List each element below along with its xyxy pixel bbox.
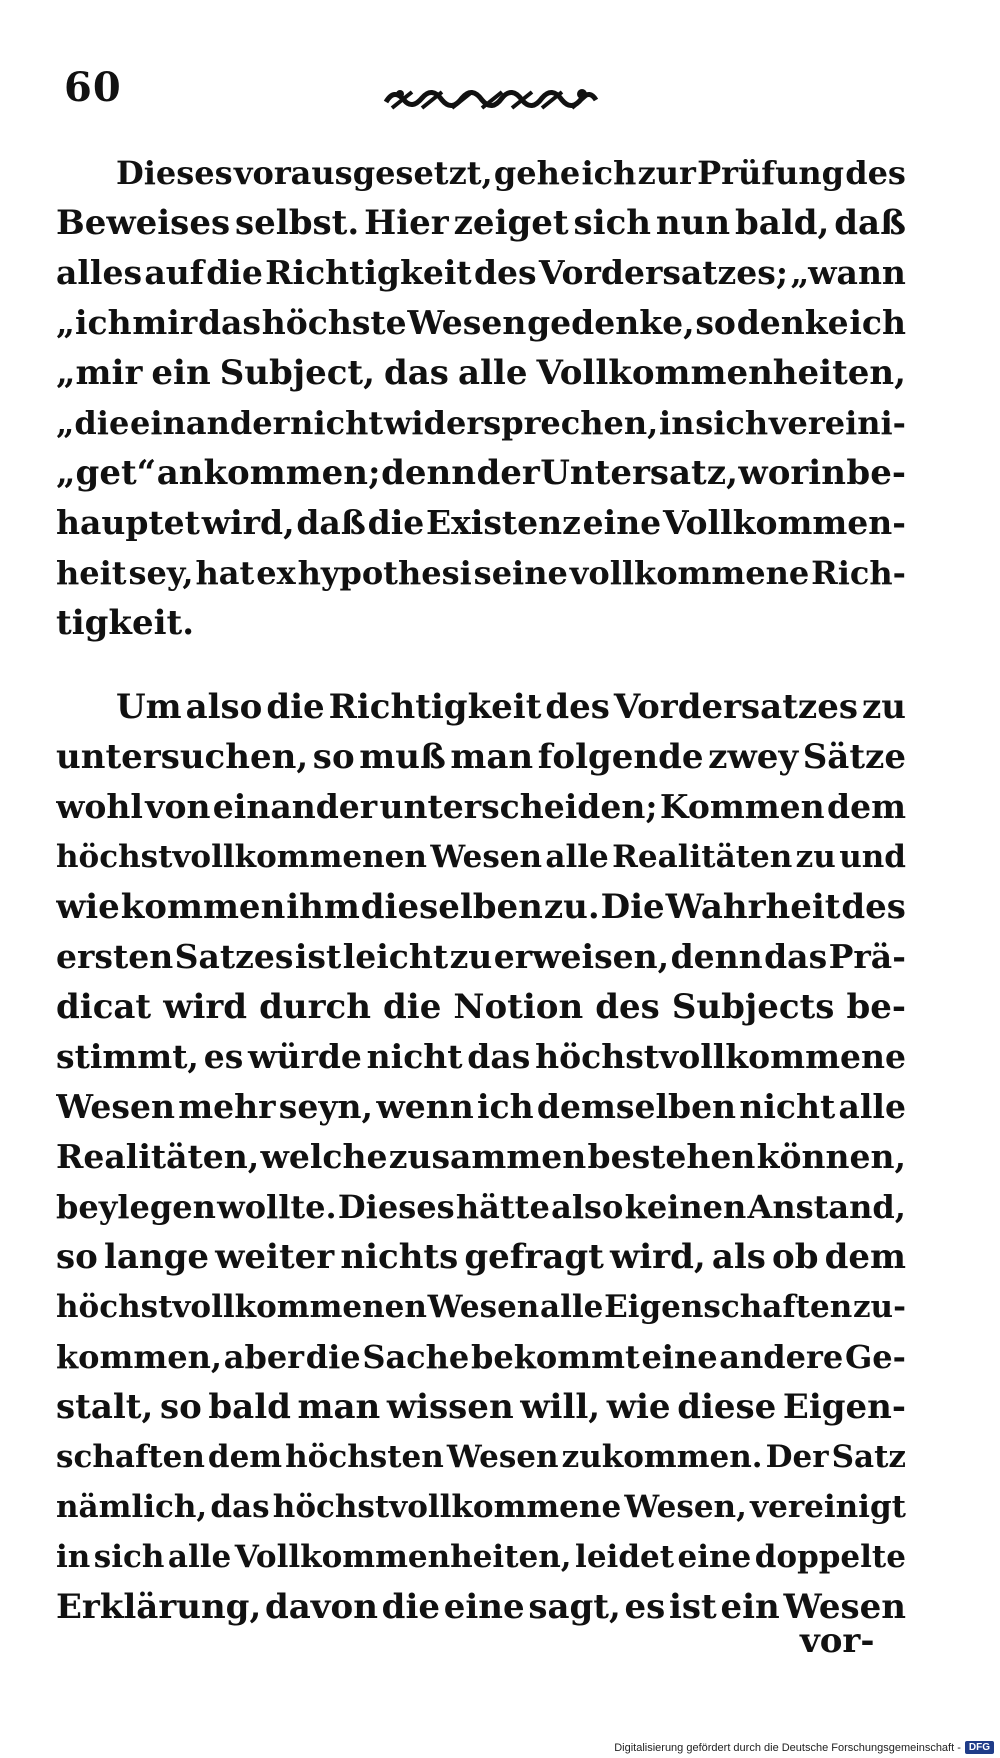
text-line: höchstvollkommenen Wesen alle Eigenschaften zu-: [56, 1289, 906, 1325]
text-line: heit sey, hat ex hypothesi seine vollkommene Rich-: [56, 554, 906, 592]
page-number: 60: [64, 64, 122, 111]
dfg-logo: DFG: [965, 1741, 994, 1754]
text-line: hauptet wird, daß die Existenz eine Vollkommen-: [56, 503, 906, 542]
text-line: höchstvollkommenen Wesen alle Realitäten zu und: [56, 839, 906, 875]
text-line: Um also die Richtigkeit des Vordersatzes zu: [116, 687, 906, 727]
text-line: dicat wird durch die Notion des Subjects be-: [56, 987, 906, 1027]
text-line: kommen, aber die Sache bekommt eine andere Ge-: [56, 1338, 906, 1376]
text-line: beylegen wollte. Dieses hätte also keinen Anstand,: [56, 1188, 906, 1226]
text-line: Realitäten, welche zusammen bestehen können,: [56, 1137, 906, 1176]
text-line: „ich mir das höchste Wesen gedenke, so denke ich: [56, 303, 906, 342]
text-line: ersten Satzes ist leicht zu erweisen, denn das Prä-: [56, 937, 906, 976]
text-line: schaften dem höchsten Wesen zukommen. Der Satz: [56, 1439, 906, 1475]
text-line: nämlich, das höchstvollkommene Wesen, vereinigt: [56, 1489, 906, 1525]
text-line: alles auf die Richtigkeit des Vordersatzes; „wann: [56, 253, 906, 292]
text-line: Wesen mehr seyn, wenn ich demselben nicht alle: [56, 1087, 906, 1126]
text-line: stalt, so bald man wissen will, wie diese Eigen-: [56, 1387, 906, 1427]
text-line: wohl von einander unterscheiden; Kommen dem: [56, 787, 906, 826]
text-line: Dieses vorausgesetzt, gehe ich zur Prüfung des: [116, 154, 906, 192]
text-line: wie kommen ihm dieselben zu. Die Wahrheit des: [56, 887, 906, 927]
text-line: untersuchen, so muß man folgende zwey Sätze: [56, 737, 906, 777]
paragraph-1: [56, 148, 906, 648]
credit-text: Digitalisierung gefördert durch die Deutsche Forschungsgemeinschaft -: [614, 1741, 961, 1754]
text-line: Beweises selbst. Hier zeiget sich nun bald, daß: [56, 203, 906, 243]
text-line: stimmt, es würde nicht das höchstvollkommene: [56, 1037, 906, 1076]
paragraph-2: [56, 682, 906, 1632]
text-line: Erklärung, davon die eine sagt, es ist ein Wesen: [56, 1587, 906, 1627]
ornament-vignette: [382, 82, 600, 116]
text-line: „mir ein Subject, das alle Vollkommenheiten,: [56, 353, 906, 393]
catchword: vor-: [800, 1621, 875, 1661]
text-line: „get“ ankommen; denn der Untersatz, worin be-: [56, 453, 906, 493]
digitization-credit: [614, 1741, 994, 1754]
text-line: tigkeit.: [56, 603, 195, 643]
text-line: so lange weiter nichts gefragt wird, als ob dem: [56, 1237, 906, 1277]
text-line: „die einander nicht widersprechen, in sich vereini-: [56, 404, 906, 442]
text-line: in sich alle Vollkommenheiten, leidet eine doppelte: [56, 1539, 906, 1575]
